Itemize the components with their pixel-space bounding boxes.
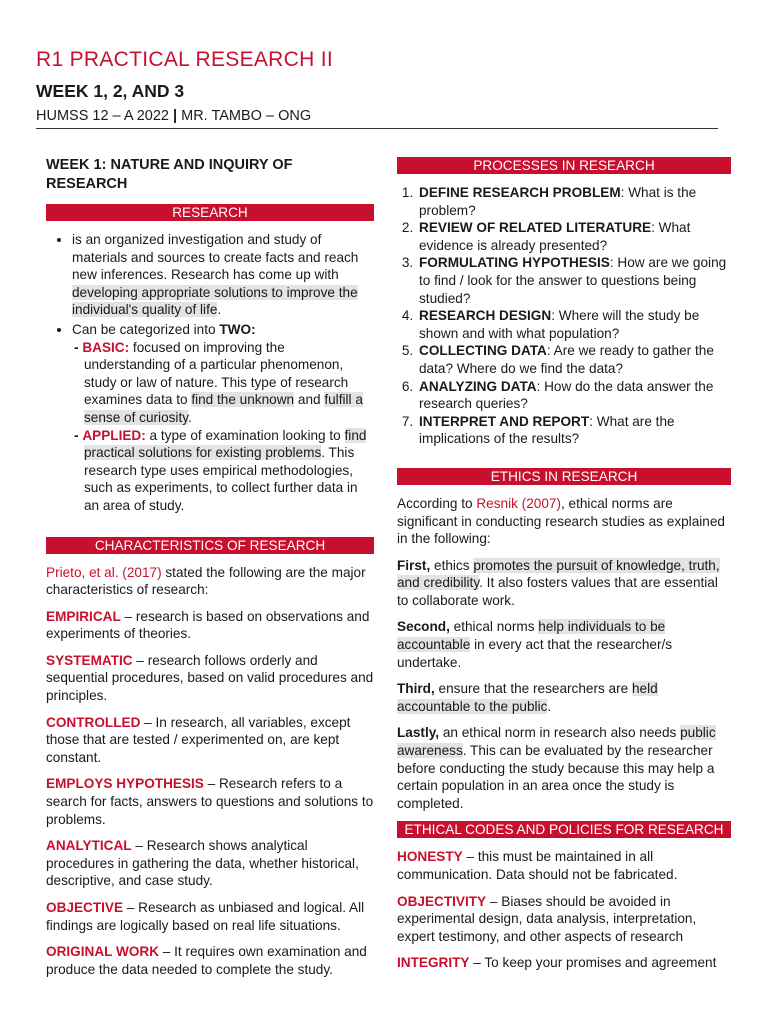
processes-list [397,184,731,448]
process-item: 7. INTERPRET AND REPORT: What are the implications of the results? [417,413,731,448]
characteristic-item: SYSTEMATIC – research follows orderly and sequential procedures, based on valid procedures and principles. [46,652,374,704]
process-item: 4. RESEARCH DESIGN: Where will the study be shown and with what population? [417,307,731,342]
characteristic-item: EMPLOYS HYPOTHESIS – Research refers to a search for facts, answers to questions and solutions to problems. [46,776,374,827]
research-definition: • is an organized investigation and study of materials and sources to create facts and reach new inferences. Research has come up with developing appropriate solutions to improve the individual's quality of life. [72,231,374,319]
characteristic-item: EMPIRICAL – research is based on observations and experiments of theories. [46,608,370,642]
characteristic-item: ORIGINAL WORK – It requires own examination and produce the data needed to complete the study. [46,944,367,977]
ethics-section-bar: ETHICS IN RESEARCH [397,468,731,485]
process-item: 3. FORMULATING HYPOTHESIS: How are we going to find / look for the answer to questions being studied? [417,254,731,307]
research-section-bar: RESEARCH [46,204,374,221]
characteristic-term: SYSTEMATIC [46,652,133,668]
term-applied: APPLIED: [82,427,146,443]
process-item: 1. DEFINE RESEARCH PROBLEM: What is the problem? [417,184,731,219]
process-item: 6. ANALYZING DATA: How do the data answer the research queries? [417,378,731,413]
characteristic-item: CONTROLLED – In research, all variables, except those that are tested / experimented on, are kept constant. [46,714,351,765]
processes-section-bar: PROCESSES IN RESEARCH [397,157,731,174]
ethics-intro: According to Resnik (2007), ethical norms are significant in conducting research studies as explained in the following: [397,495,725,547]
characteristic-term: OBJECTIVE [46,900,124,915]
highlight: fulfill a sense of curiosity [84,392,363,425]
code-item: HONESTY – this must be maintained in all communication. Data should not be fabricated. [397,849,678,882]
header-divider [36,128,718,129]
code-term: OBJECTIVITY [397,893,487,909]
highlight: held accountable to the public [397,681,658,714]
citation: Resnik (2007) [476,495,561,511]
characteristic-item: OBJECTIVE – Research as unbiased and logical. All findings are logically based on real life situations. [46,900,365,933]
right-column [397,148,731,981]
highlight: find practical solutions for existing problems [84,427,367,461]
characteristics-intro: Prieto, et al. (2017) stated the following are the major characteristics of research: [46,564,366,598]
highlight: help individuals to be accountable [397,619,666,653]
week-heading: WEEK 1, 2, AND 3 [36,81,185,101]
highlight: find the unknown [191,392,295,408]
research-categories: • Can be categorized into TWO: - BASIC: focused on improving the understanding of a particular phenomenon, study or law of nature. This type of research examines data to find the unknown and fulfill a sense of curiosity. - APPLIED: a type of examination looking to find practical solutions for existing problems. This research type uses empirical methodologies, such as experiments, to collect further data in an area of study. [72,321,374,515]
code-item: INTEGRITY – To keep your promises and agreement [397,955,717,971]
characteristic-item: ANALYTICAL – Research shows analytical procedures in gathering the data, whether historical, descriptive, and case study. [46,838,359,889]
separator: | [173,108,178,124]
ethics-second: Second, ethical norms help individuals to be accountable in every act that the researcher/s undertake. [397,619,673,670]
citation: Prieto, et al. (2017) [46,564,162,580]
research-bullets [46,231,374,515]
ethical-codes-section-bar: ETHICAL CODES AND POLICIES FOR RESEARCH [397,821,731,838]
category-list [74,339,374,515]
process-item: 5. COLLECTING DATA: Are we ready to gather the data? Where do we find the data? [417,342,731,377]
class-info-line [36,108,732,124]
characteristic-term: EMPLOYS HYPOTHESIS [46,776,204,792]
characteristic-term: EMPIRICAL [46,608,121,624]
teacher-name: MR. TAMBO – ONG [181,108,312,124]
process-item: 2. REVIEW OF RELATED LITERATURE: What evidence is already presented? [417,219,731,254]
highlight: promotes the pursuit of knowledge, truth, and credibility [397,557,720,591]
code-term: HONESTY [397,849,463,865]
highlight: developing appropriate solutions to improve the individual's quality of life [72,284,358,318]
week1-heading: WEEK 1: NATURE AND INQUIRY OF RESEARCH [46,157,293,192]
category-applied: - APPLIED: a type of examination looking to find practical solutions for existing problems. This research type uses empirical methodologies, such as experiments, to collect further data in an area of study. [74,427,367,513]
document-title: R1 PRACTICAL RESEARCH II [36,48,333,71]
code-term: INTEGRITY [397,955,470,971]
characteristic-term: ANALYTICAL [46,838,132,854]
characteristic-term: ORIGINAL WORK [46,944,160,960]
left-column [46,150,374,987]
characteristic-term: CONTROLLED [46,714,141,730]
category-basic: - BASIC: focused on improving the understanding of a particular phenomenon, study or law of nature. This type of research examines data to find the unknown and fulfill a sense of curiosity. [74,339,363,425]
ethics-third: Third, ensure that the researchers are held accountable to the public. [397,681,658,714]
term-basic: BASIC: [82,339,130,355]
ethics-first: First, ethics promotes the pursuit of knowledge, truth, and credibility. It also fosters values that are essential to collaborate work. [397,557,720,608]
characteristics-section-bar: CHARACTERISTICS OF RESEARCH [46,537,374,554]
class-section: HUMSS 12 – A 2022 [36,108,169,124]
highlight: public awareness [397,725,716,759]
ethics-lastly: Lastly, an ethical norm in research also needs public awareness. This can be evaluated by the researcher before conducting the study because this may help a certain population in an area once the study is completed. [397,725,716,811]
document-header [36,48,732,124]
code-item: OBJECTIVITY – Biases should be avoided in experimental design, data analysis, interpretation, expert testimony, and other aspects of research [397,893,697,944]
